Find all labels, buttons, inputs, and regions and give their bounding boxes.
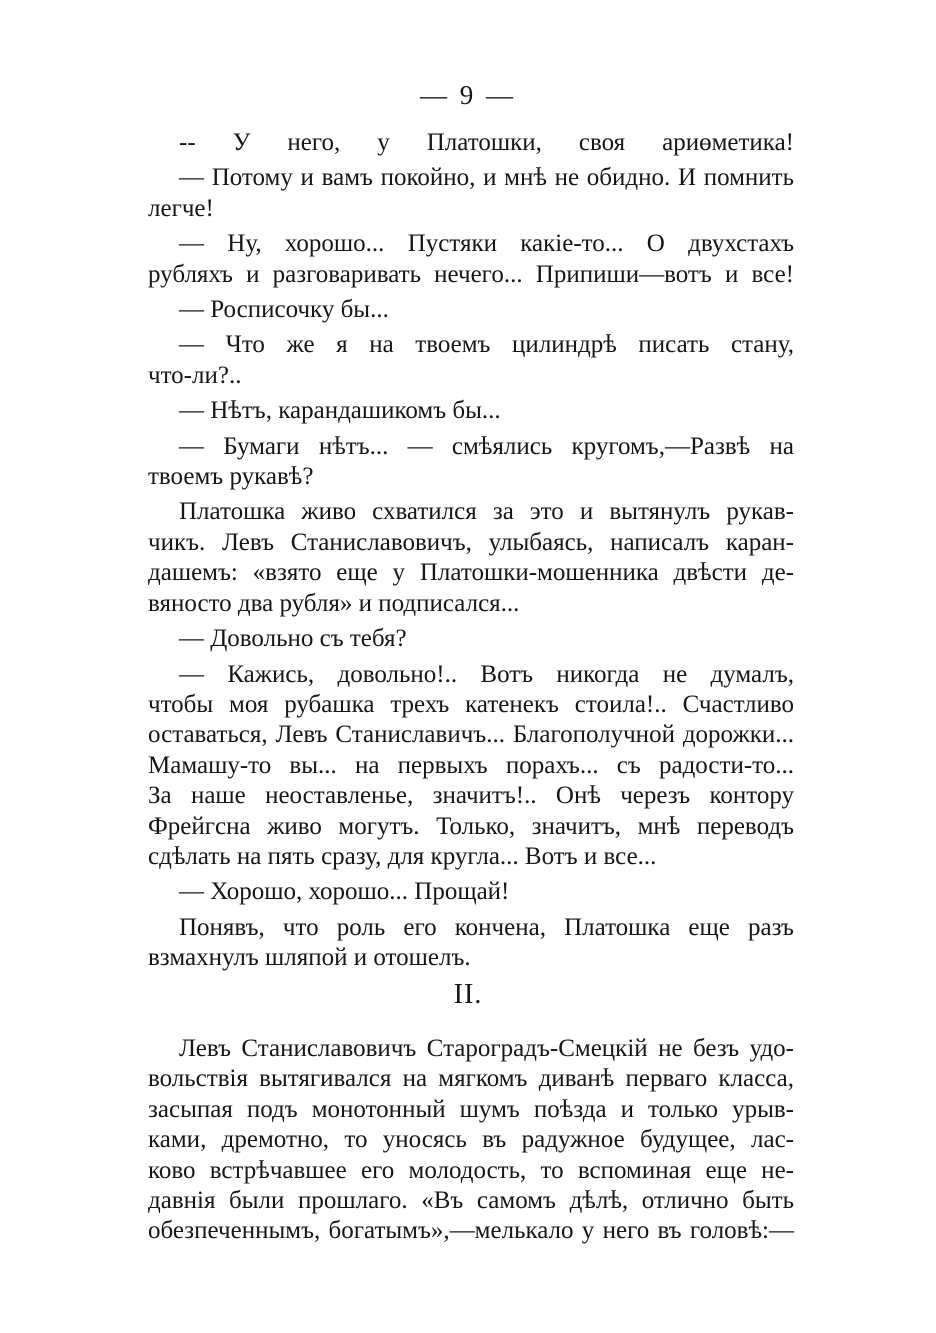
text-line: — Кажись, довольно!.. Вотъ никогда не думалъ, [179, 660, 794, 688]
page-number: — 9 — [420, 80, 516, 110]
text-line: вяносто два рубля» и подписался... [148, 589, 520, 617]
text-line: сдѣлать на пять сразу, для кругла... Вотъ и все... [148, 842, 657, 870]
text-line: — Потому и вамъ покойно, и мнѣ не обидно. И помнить [179, 164, 794, 192]
text-line: твоемъ рукавѣ? [148, 463, 314, 491]
text-line: вольствія вытягивался на мягкомъ диванѣ перваго класса, [148, 1065, 794, 1093]
text-line: обезпеченнымъ, богатымъ»,—мелькало у него въ головѣ:— [148, 1217, 794, 1245]
dialogue-section [148, 128, 794, 974]
text-line: — Нѣтъ, карандашикомъ бы... [179, 397, 501, 425]
text-line: -- У него, у Платошки, своя ариөметика! [179, 129, 794, 156]
text-line: Фрейгсна живо могутъ. Только, значитъ, мнѣ переводъ [148, 812, 794, 840]
text-line: взмахнулъ шляпой и отошелъ. [148, 944, 471, 972]
text-line: ками, дремотно, то уносясь въ радужное будущее, лас- [148, 1126, 794, 1154]
text-line: давнія были прошлаго. «Въ самомъ дѣлѣ, отлично быть [148, 1187, 794, 1215]
text-line: — Довольно съ тебя? [179, 625, 407, 653]
text-line: — Хорошо, хорошо... Прощай! [179, 878, 510, 906]
text-line: Мамашу-то вы... на первыхъ порахъ... съ радости-то... [148, 751, 794, 779]
text-line: легче! [148, 194, 214, 222]
chapter-paragraph [148, 1034, 794, 1247]
text-line: — Что же я на твоемъ цилиндрѣ писать стану, [179, 331, 794, 359]
text-line: дашемъ: «взято еще у Платошки-мошенника двѣсти де- [148, 559, 794, 587]
text-line: ково встрѣчавшее его молодость, то вспоминая еще не- [148, 1156, 794, 1184]
text-line: чтобы моя рубашка трехъ катенекъ стоила!.. Счастливо [148, 690, 794, 718]
text-line: чикъ. Левъ Станиславовичъ, улыбаясь, написалъ каран- [148, 528, 794, 556]
text-line: рубляхъ и разговаривать нечего... Припиши—вотъ и все! [148, 260, 794, 288]
text-line: Левъ Станиславовичъ Староградъ-Смецкій не безъ удо- [179, 1035, 794, 1062]
chapter-heading: II. [453, 979, 483, 1010]
text-line: оставаться, Левъ Станиславичъ... Благополучной дорожки... [148, 721, 794, 749]
text-line: Понявъ, что роль его кончена, Платошка еще разъ [179, 913, 794, 941]
text-line: Платошка живо схватился за это и вытянулъ рукав- [179, 498, 794, 526]
text-line: засыпая подъ монотонный шумъ поѣзда и только урыв- [148, 1095, 794, 1123]
text-line: — Ну, хорошо... Пустяки какіе-то... О двухстахъ [179, 230, 794, 258]
text-line: что-ли?.. [148, 361, 242, 389]
text-line: — Росписочку бы... [179, 296, 389, 324]
text-line: За наше неоставленье, значитъ!.. Онѣ черезъ контору [148, 782, 794, 810]
text-line: — Бумаги нѣтъ... — смѣялись кругомъ,—Развѣ на [179, 432, 794, 460]
